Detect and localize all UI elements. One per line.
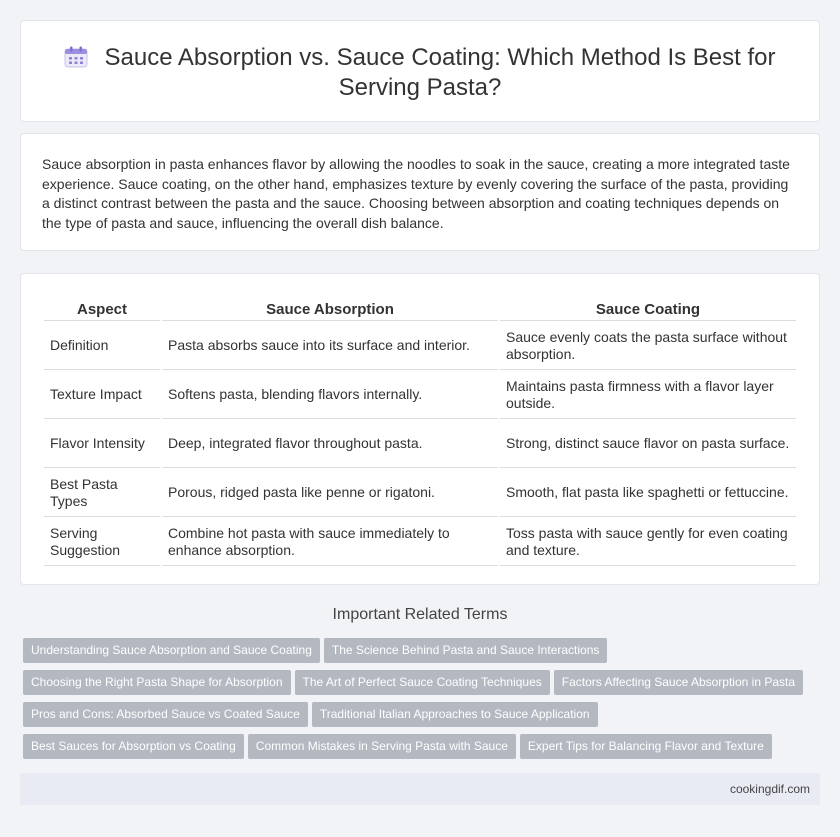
title-wrap	[61, 43, 779, 103]
related-term-link[interactable]: Factors Affecting Sauce Absorption in Pasta	[554, 670, 803, 695]
table-cell: Texture Impact	[44, 372, 160, 419]
related-term-link[interactable]: The Science Behind Pasta and Sauce Interactions	[324, 638, 608, 663]
related-term-link[interactable]: Common Mistakes in Serving Pasta with Sauce	[248, 734, 516, 759]
table-cell: Definition	[44, 323, 160, 370]
tag-row	[23, 638, 823, 670]
table-cell: Flavor Intensity	[44, 421, 160, 468]
related-term-link[interactable]: Pros and Cons: Absorbed Sauce vs Coated Sauce	[23, 702, 308, 727]
intro-paragraph: Sauce absorption in pasta enhances flavor by allowing the noodles to soak in the sauce, creating a more integrated taste experience. Sauce coating, on the other hand, emphasizes texture by evenly covering the surface of the pasta, providing a distinct contrast between the pasta and the sauce. Choosing between absorption and coating techniques depends on the type of pasta and sauce, influencing the overall dish balance.	[42, 156, 790, 231]
table-cell: Combine hot pasta with sauce immediately to enhance absorption.	[162, 519, 498, 566]
table-cell: Smooth, flat pasta like spaghetti or fettuccine.	[500, 470, 796, 517]
table-cell: Serving Suggestion	[44, 519, 160, 566]
table-row	[44, 372, 796, 419]
related-term-link[interactable]: Best Sauces for Absorption vs Coating	[23, 734, 244, 759]
related-terms-heading: Important Related Terms	[332, 606, 508, 623]
related-terms-list	[23, 638, 823, 766]
table-cell: Porous, ridged pasta like penne or rigatoni.	[162, 470, 498, 517]
table-header-row	[44, 297, 796, 321]
related-term-link[interactable]: Expert Tips for Balancing Flavor and Texture	[520, 734, 772, 759]
footer	[20, 773, 820, 805]
tag-row	[23, 734, 823, 766]
footer-site-name[interactable]: cookingdif.com	[729, 782, 810, 796]
header-sauce-absorption: Sauce Absorption	[162, 297, 498, 321]
table-row	[44, 421, 796, 468]
table-cell: Pasta absorbs sauce into its surface and interior.	[162, 323, 498, 370]
related-term-link[interactable]: Traditional Italian Approaches to Sauce Application	[312, 702, 598, 727]
table-row	[44, 519, 796, 566]
title-card	[20, 20, 820, 122]
table-cell: Strong, distinct sauce flavor on pasta surface.	[500, 421, 796, 468]
table-row	[44, 323, 796, 370]
calendar-grid-icon	[64, 46, 88, 68]
comparison-table-card	[20, 273, 820, 585]
header-sauce-coating: Sauce Coating	[500, 297, 796, 321]
table-cell: Toss pasta with sauce gently for even coating and texture.	[500, 519, 796, 566]
table-cell: Deep, integrated flavor throughout pasta.	[162, 421, 498, 468]
related-term-link[interactable]: Understanding Sauce Absorption and Sauce Coating	[23, 638, 320, 663]
tag-row	[23, 702, 823, 734]
tag-row	[23, 670, 823, 702]
table-cell: Maintains pasta firmness with a flavor layer outside.	[500, 372, 796, 419]
page-title-text: Sauce Absorption vs. Sauce Coating: Which Method Is Best for Serving Pasta?	[104, 44, 776, 101]
table-cell: Softens pasta, blending flavors internally.	[162, 372, 498, 419]
comparison-table	[42, 295, 798, 568]
table-row	[44, 470, 796, 517]
related-term-link[interactable]: The Art of Perfect Sauce Coating Techniques	[295, 670, 550, 695]
page-title	[61, 43, 779, 103]
table-cell: Sauce evenly coats the pasta surface without absorption.	[500, 323, 796, 370]
intro-card	[20, 133, 820, 251]
header-aspect: Aspect	[44, 297, 160, 321]
related-term-link[interactable]: Choosing the Right Pasta Shape for Absorption	[23, 670, 291, 695]
table-cell: Best Pasta Types	[44, 470, 160, 517]
